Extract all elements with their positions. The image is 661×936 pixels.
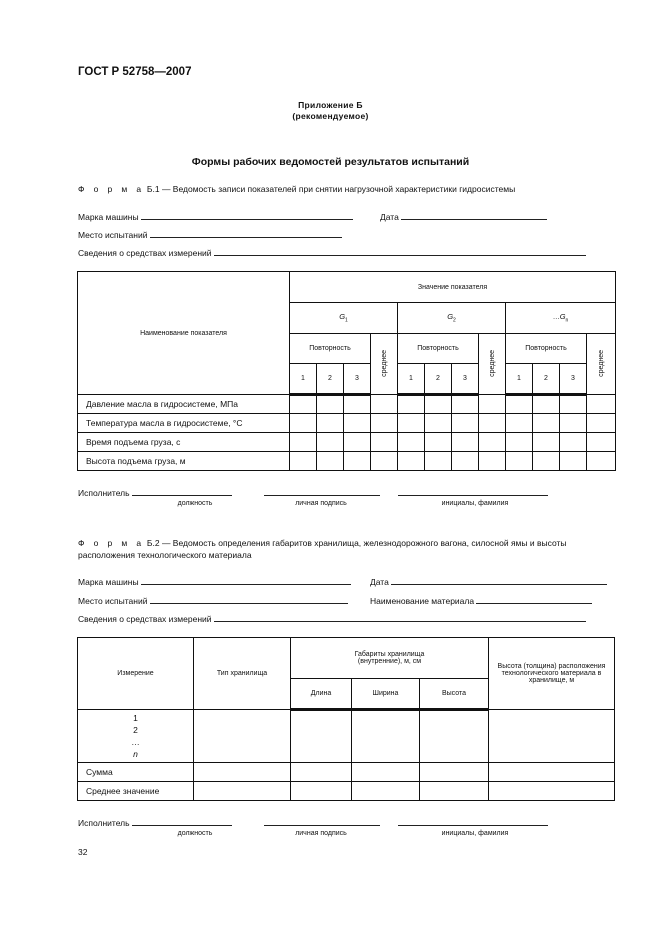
cell[interactable] xyxy=(371,395,398,414)
name-line[interactable] xyxy=(398,817,548,826)
cell[interactable] xyxy=(506,414,533,433)
cell[interactable] xyxy=(420,782,489,801)
cell[interactable] xyxy=(506,395,533,414)
form1-place-label: Место испытаний xyxy=(78,230,148,240)
form2-prefix: Ф о р м а xyxy=(78,538,145,548)
repeat-num: 2 xyxy=(425,364,452,395)
cell[interactable] xyxy=(371,414,398,433)
cell[interactable] xyxy=(371,433,398,452)
cell[interactable] xyxy=(452,433,479,452)
signature-label: Исполнитель xyxy=(78,488,130,498)
row-label: Высота подъема груза, м xyxy=(78,452,290,471)
document-id: ГОСТ Р 52758—2007 xyxy=(78,66,192,78)
cell[interactable] xyxy=(291,763,352,782)
cell[interactable] xyxy=(479,414,506,433)
form2-machine-label: Марка машины xyxy=(78,577,139,587)
cell[interactable] xyxy=(344,452,371,471)
cell[interactable] xyxy=(533,414,560,433)
form1-date-field[interactable] xyxy=(380,211,547,222)
section-title: Формы рабочих ведомостей результатов испытаний xyxy=(191,156,470,168)
cell[interactable] xyxy=(398,395,425,414)
cell[interactable] xyxy=(317,433,344,452)
caption-signature: личная подпись xyxy=(295,830,347,837)
form1-date-line[interactable] xyxy=(401,211,547,220)
repeat-num: 1 xyxy=(290,364,317,395)
cell[interactable] xyxy=(506,433,533,452)
cell[interactable] xyxy=(194,710,291,763)
row-label: Время подъема груза, с xyxy=(78,433,290,452)
table-row xyxy=(78,433,616,452)
cell[interactable] xyxy=(452,414,479,433)
form2-machine-line[interactable] xyxy=(141,576,351,585)
cell[interactable] xyxy=(317,414,344,433)
col-height: Высота xyxy=(420,679,489,710)
col-indicator-name: Наименование показателя xyxy=(78,272,290,395)
form1-place-field[interactable] xyxy=(78,229,342,240)
caption-name: инициалы, фамилия xyxy=(441,500,509,507)
table-row xyxy=(78,763,615,782)
mean-g2: среднее xyxy=(479,334,506,395)
caption-position: должность xyxy=(177,500,213,507)
form2-material-label: Наименование материала xyxy=(370,596,475,606)
cell[interactable] xyxy=(560,414,587,433)
row-label: Давление масла в гидросистеме, МПа xyxy=(78,395,290,414)
col-material-height: Высота (толщина) расположения технологического материала в хранилище, м xyxy=(489,638,615,710)
repeat-num: 3 xyxy=(344,364,371,395)
cell[interactable] xyxy=(560,452,587,471)
cell[interactable] xyxy=(425,433,452,452)
cell[interactable] xyxy=(479,433,506,452)
repeat-num: 3 xyxy=(560,364,587,395)
form2-date-label: Дата xyxy=(370,577,389,587)
caption-signature: личная подпись xyxy=(295,500,347,507)
personal-signature-line[interactable] xyxy=(264,487,380,496)
mean-gn: среднее xyxy=(587,334,616,395)
cell[interactable] xyxy=(587,452,616,471)
signature-label: Исполнитель xyxy=(78,818,130,828)
personal-signature-line[interactable] xyxy=(264,817,380,826)
table-row xyxy=(78,395,616,414)
form1-machine-label: Марка машины xyxy=(78,212,139,222)
cell[interactable] xyxy=(317,395,344,414)
form1-prefix: Ф о р м а xyxy=(78,184,145,194)
form2-table xyxy=(77,637,615,801)
col-storage-type: Тип хранилища xyxy=(194,638,291,710)
repeat-num: 2 xyxy=(533,364,560,395)
cell[interactable] xyxy=(425,395,452,414)
cell[interactable] xyxy=(560,433,587,452)
form1-table xyxy=(77,271,616,471)
form1-caption xyxy=(78,183,618,195)
form1-date-label: Дата xyxy=(380,212,399,222)
table-row xyxy=(78,782,615,801)
cell[interactable] xyxy=(290,414,317,433)
cell[interactable] xyxy=(489,782,615,801)
cell[interactable] xyxy=(290,395,317,414)
position-line[interactable] xyxy=(132,817,232,826)
row-label: Температура масла в гидросистеме, °С xyxy=(78,414,290,433)
table-row xyxy=(78,710,615,763)
position-line[interactable] xyxy=(132,487,232,496)
cell[interactable] xyxy=(587,414,616,433)
form1-signature[interactable] xyxy=(78,487,232,498)
cell[interactable] xyxy=(587,433,616,452)
group-gn: $\dots G_n$ xyxy=(506,303,616,334)
table-row xyxy=(78,414,616,433)
cell[interactable] xyxy=(533,452,560,471)
repeat-g2: Повторность xyxy=(398,334,479,364)
form2-signature[interactable] xyxy=(78,817,232,828)
repeat-g1: Повторность xyxy=(290,334,371,364)
measure-items: 1 2 … n xyxy=(78,710,194,763)
cell[interactable] xyxy=(344,414,371,433)
name-line[interactable] xyxy=(398,487,548,496)
form1-machine-line[interactable] xyxy=(141,211,353,220)
form2-instruments-field[interactable] xyxy=(78,613,586,624)
cell[interactable] xyxy=(317,452,344,471)
repeat-num: 1 xyxy=(398,364,425,395)
col-width: Ширина xyxy=(352,679,420,710)
form1-caption-text: Б.1 — Ведомость записи показателей при снятии нагрузочной характеристики гидросистемы xyxy=(146,184,516,194)
cell[interactable] xyxy=(489,763,615,782)
cell[interactable] xyxy=(533,395,560,414)
cell[interactable] xyxy=(344,395,371,414)
col-dims-header: Габариты хранилища (внутренние), м, см xyxy=(291,638,489,679)
form2-date-field[interactable] xyxy=(370,576,607,587)
form1-instruments-line[interactable] xyxy=(214,247,586,256)
form1-machine-field[interactable] xyxy=(78,211,353,222)
form2-date-line[interactable] xyxy=(391,576,607,585)
cell[interactable] xyxy=(425,452,452,471)
cell[interactable] xyxy=(398,414,425,433)
form2-place-line[interactable] xyxy=(150,595,348,604)
cell[interactable] xyxy=(194,782,291,801)
annex-status: (рекомендуемое) xyxy=(292,111,369,121)
form2-caption xyxy=(78,537,618,561)
form2-place-label: Место испытаний xyxy=(78,596,148,606)
cell[interactable] xyxy=(291,710,352,763)
form2-machine-field[interactable] xyxy=(78,576,351,587)
cell[interactable] xyxy=(479,395,506,414)
cell[interactable] xyxy=(352,782,420,801)
cell[interactable] xyxy=(371,452,398,471)
cell[interactable] xyxy=(291,782,352,801)
cell[interactable] xyxy=(352,710,420,763)
cell[interactable] xyxy=(352,763,420,782)
cell[interactable] xyxy=(452,395,479,414)
form2-instruments-label: Сведения о средствах измерений xyxy=(78,614,212,624)
form1-instruments-field[interactable] xyxy=(78,247,586,258)
cell[interactable] xyxy=(290,452,317,471)
cell[interactable] xyxy=(194,763,291,782)
cell[interactable] xyxy=(587,395,616,414)
cell[interactable] xyxy=(420,710,489,763)
cell[interactable] xyxy=(290,433,317,452)
cell[interactable] xyxy=(506,452,533,471)
form2-material-field[interactable] xyxy=(370,595,592,606)
repeat-num: 2 xyxy=(317,364,344,395)
cell[interactable] xyxy=(344,433,371,452)
row-sum: Сумма xyxy=(78,763,194,782)
value-header: Значение показателя xyxy=(290,272,616,303)
group-g2: $G_2$ xyxy=(398,303,506,334)
group-g1: $G_1$ xyxy=(290,303,398,334)
cell[interactable] xyxy=(398,452,425,471)
cell[interactable] xyxy=(489,710,615,763)
repeat-num: 3 xyxy=(452,364,479,395)
annex-heading xyxy=(0,100,661,122)
mean-g1: среднее xyxy=(371,334,398,395)
row-mean: Среднее значение xyxy=(78,782,194,801)
repeat-num: 1 xyxy=(506,364,533,395)
col-length: Длина xyxy=(291,679,352,710)
cell[interactable] xyxy=(560,395,587,414)
cell[interactable] xyxy=(425,414,452,433)
caption-position: должность xyxy=(177,830,213,837)
annex-title: Приложение Б xyxy=(298,100,363,110)
form1-place-line[interactable] xyxy=(150,229,342,238)
form2-caption-text: Б.2 — Ведомость определения габаритов хранилища, железнодорожного вагона, силосной ямы и высоты расположения технологического материала xyxy=(78,538,567,560)
caption-name: инициалы, фамилия xyxy=(441,830,509,837)
cell[interactable] xyxy=(398,433,425,452)
cell[interactable] xyxy=(452,452,479,471)
form2-place-field[interactable] xyxy=(78,595,348,606)
repeat-gn: Повторность xyxy=(506,334,587,364)
cell[interactable] xyxy=(420,763,489,782)
cell[interactable] xyxy=(479,452,506,471)
form1-instruments-label: Сведения о средствах измерений xyxy=(78,248,212,258)
table-row xyxy=(78,452,616,471)
col-measurement: Измерение xyxy=(78,638,194,710)
form2-material-line[interactable] xyxy=(476,595,592,604)
form2-instruments-line[interactable] xyxy=(214,613,586,622)
page-number: 32 xyxy=(78,847,88,857)
cell[interactable] xyxy=(533,433,560,452)
